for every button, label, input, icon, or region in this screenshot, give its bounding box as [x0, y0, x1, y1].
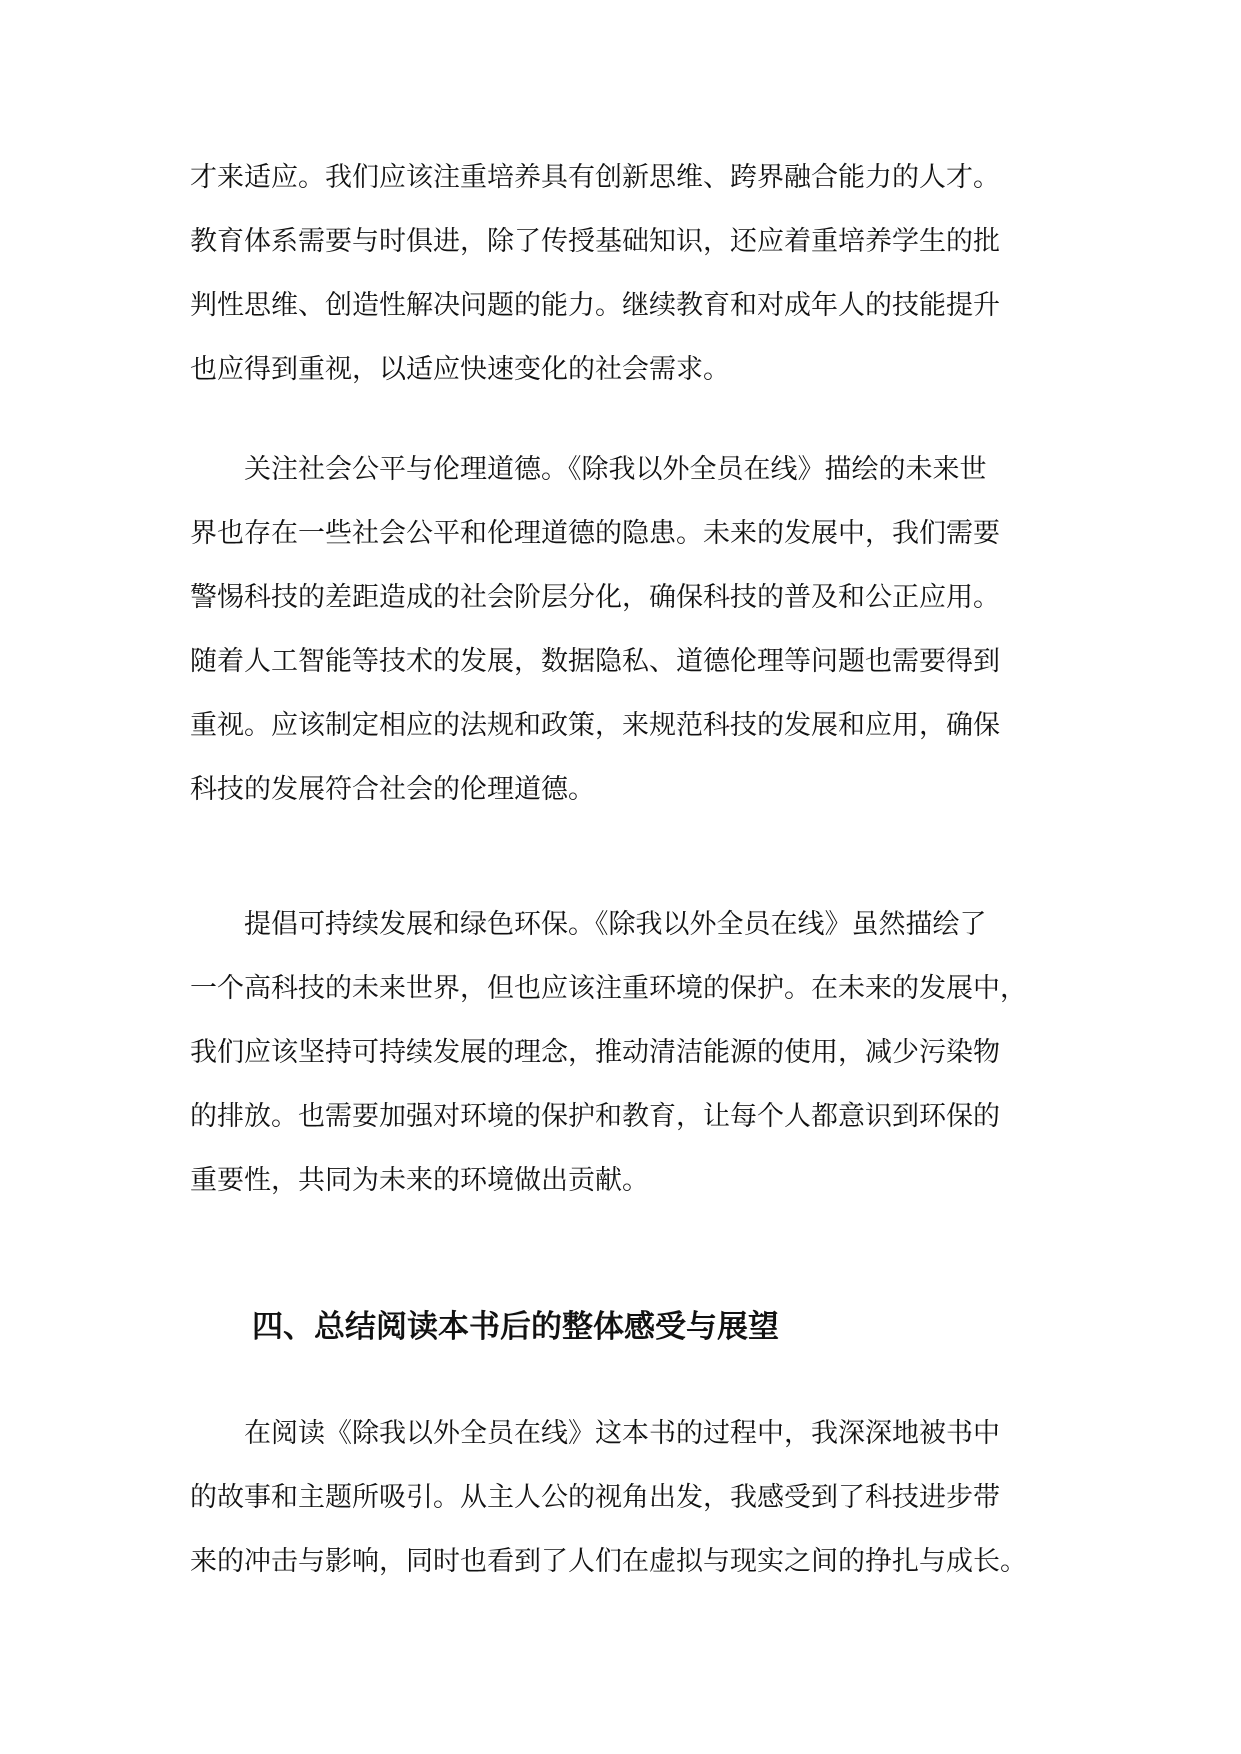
- text-line: 来的冲击与影响，同时也看到了人们在虚拟与现实之间的挣扎与成长。: [190, 1546, 1027, 1577]
- paragraph-environment: [190, 893, 1060, 1213]
- text-line: 我们应该坚持可持续发展的理念，推动清洁能源的使用，减少污染物: [190, 1037, 1000, 1068]
- text-line: 的排放。也需要加强对环境的保护和教育，让每个人都意识到环保的: [190, 1101, 1000, 1132]
- text-line: 科技的发展符合社会的伦理道德。: [190, 774, 595, 805]
- text-line: 的故事和主题所吸引。从主人公的视角出发，我感受到了科技进步带: [190, 1482, 1000, 1513]
- text-line: 教育体系需要与时俱进，除了传授基础知识，还应着重培养学生的批: [190, 226, 1000, 257]
- text-line: 判性思维、创造性解决问题的能力。继续教育和对成年人的技能提升: [190, 290, 1000, 321]
- text-line: 关注社会公平与伦理道德。《除我以外全员在线》描绘的未来世: [190, 454, 987, 485]
- text-line: 才来适应。我们应该注重培养具有创新思维、跨界融合能力的人才。: [190, 162, 1000, 193]
- text-line: 重视。应该制定相应的法规和政策，来规范科技的发展和应用，确保: [190, 710, 1000, 741]
- paragraph-social-fairness: [190, 438, 1060, 822]
- text-line: 在阅读《除我以外全员在线》这本书的过程中，我深深地被书中: [190, 1418, 1000, 1449]
- paragraph-continuation: [190, 146, 1060, 402]
- section-heading: 四、总结阅读本书后的整体感受与展望: [252, 1309, 779, 1345]
- text-line: 界也存在一些社会公平和伦理道德的隐患。未来的发展中，我们需要: [190, 518, 1000, 549]
- text-line: 重要性，共同为未来的环境做出贡献。: [190, 1165, 649, 1196]
- paragraph-summary: [190, 1402, 1060, 1594]
- text-line: 提倡可持续发展和绿色环保。《除我以外全员在线》虽然描绘了: [190, 909, 987, 940]
- text-line: 随着人工智能等技术的发展，数据隐私、道德伦理等问题也需要得到: [190, 646, 1000, 677]
- text-line: 一个高科技的未来世界，但也应该注重环境的保护。在未来的发展中，: [190, 973, 1027, 1004]
- text-line: 也应得到重视，以适应快速变化的社会需求。: [190, 354, 730, 385]
- text-line: 警惕科技的差距造成的社会阶层分化，确保科技的普及和公正应用。: [190, 582, 1000, 613]
